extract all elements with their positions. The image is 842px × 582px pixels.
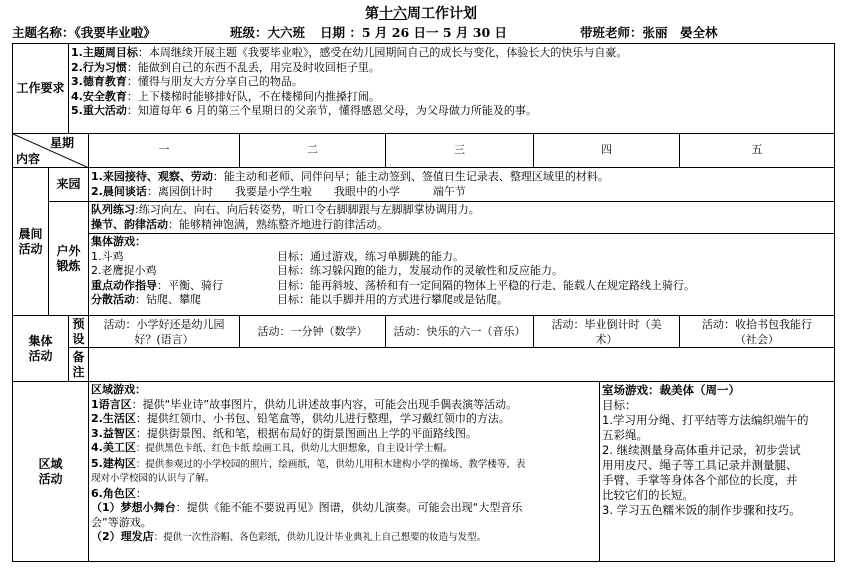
area-item: 会”等游戏。: [91, 515, 152, 529]
area-item: 2.生活区：提供红领巾、小书包、铅笔盒等，供幼儿进行整理，学习戴红领巾的方法。: [91, 412, 510, 425]
area-item: 6.角色区：: [91, 486, 147, 500]
content-label: 内容: [16, 151, 41, 166]
area-games-title: 区域游戏：: [91, 383, 147, 396]
requirement-item: 4.安全教育：上下楼梯时能够排好队，不在楼梯间内推搡打闹。: [71, 89, 380, 103]
area-item: 4.美工区：提供黑色卡纸、红色卡纸 绘画工具，供幼儿大胆想象，自主设计学士帽。: [91, 441, 453, 454]
day-friday: 五: [680, 134, 835, 168]
notes-content: [89, 348, 835, 382]
game-item: 1.斗鸡 目标：通过游戏，练习单脚跳的能力。: [91, 249, 465, 263]
requirement-item: 1.主题周目标：本周继续开展主题《我要毕业啦》，感受在幼儿园期间自己的成长与变化，体验长大的快乐与自豪。: [71, 46, 628, 59]
focus-guidance: 重点动作指导：平衡、骑行 目标：能再斜坡、荡桥和有一定间隔的物体上平稳的行走、能载人在规定路线上骑行。: [91, 278, 696, 292]
collective-activity-thu: 活动：毕业倒计时（美 术）: [534, 316, 680, 348]
collective-activity-tue: 活动：一分钟（数学）: [240, 316, 386, 348]
outdoor-exercise-label: 户外 锻炼: [49, 202, 89, 316]
requirement-item: 2.行为习惯：能做到自己的东西不乱丢，用完及时收回柜子里。: [71, 60, 380, 74]
date-range: 日期 ：5 月 26 日一 5 月 30 日: [320, 25, 507, 40]
game-item: 2.老鹰捉小鸡 目标：练习躲闪跑的能力，发展动作的灵敏性和反应能力。: [91, 264, 564, 277]
week-content-header: [13, 134, 89, 168]
class-name: 班级：大六班: [230, 25, 306, 40]
day-wednesday: 三: [386, 134, 534, 168]
arrival-label: 来园: [49, 168, 89, 202]
preset-label: 预 设: [69, 316, 89, 348]
requirement-item: 5.重大活动：知道每年 6 月的第三个星期日的父亲节，懂得感恩父母，为父母做力所能及的事。: [71, 104, 537, 117]
page-title: 第十六周工作计划: [365, 6, 477, 22]
collective-activity-label: 集体 活动: [13, 316, 69, 382]
teachers: 带班老师：张丽 晏全林: [580, 25, 718, 40]
area-item: 1语言区：提供“毕业诗”故事图片，供幼儿讲述故事内容，可能会出现手偶表演等活动。: [91, 397, 518, 411]
group-activity: 分散活动：钻爬、攀爬 目标：能以手脚并用的方式进行攀爬或是钻爬。: [91, 293, 509, 306]
morning-activity-label: 晨间 活动: [13, 168, 49, 316]
weekly-plan-table: [12, 43, 835, 562]
venue-games: 室场游戏：裁美体（周一） 目标： 1.学习用分绳、打平结等方法编织端午的 五彩绳。 2. 继续测量身高体重并记录，初步尝试 用用皮尺、绳子等工具记录并测量腿、 手臂、手掌等身体各个部位的长度，并 比较它们的长短。 3. 学习五色糯米饭的制作步骤和技巧。: [600, 382, 835, 562]
week-number: 十六: [379, 6, 407, 22]
area-item: 5.建构区：提供参观过的小学校园的照片，绘画纸，笔，供幼儿用积木建构小学的操场、教学楼等，表: [91, 456, 526, 470]
area-item: （1）梦想小舞台：提供《能不能不要说再见》图谱，供幼儿演奏。可能会出现“大型音乐: [91, 501, 523, 514]
area-item: 现对小学校园的认识与了解。: [91, 473, 215, 484]
area-item: 3.益智区：提供街景图、纸和笔，根据布局好的街景图画出上学的平面路线图。: [91, 426, 477, 440]
arrival-content: 1.来园接待、观察、劳动：能主动和老师、同伴问早；能主动签到、签值日生记录表、整理区域里的材料。 2.晨间谈话：离园倒计时 我要是小学生啦 我眼中的小学 端午节: [89, 168, 835, 202]
collective-activity-wed: 活动：快乐的六一（音乐）: [386, 316, 534, 348]
theme-name: 主题名称：《我要毕业啦》: [12, 25, 156, 40]
requirements-label: 工作要求: [13, 44, 69, 134]
area-games: [89, 382, 600, 562]
day-thursday: 四: [534, 134, 680, 168]
area-activity-label: 区域 活动: [13, 382, 89, 562]
outdoor-games: 集体游戏： 1.斗鸡 目标：通过游戏，练习单脚跳的能力。 2.老鹰捉小鸡 目标：练习躲闪跑的能力，发展动作的灵敏性和反应能力。 重点动作指导：平衡、骑行 目标：能再斜坡、荡桥和有一定间隔的物体上平稳的行走、能载人在规定路线上骑行。 分散活动：钻爬、攀爬 目标：能以手脚并用的方式进行攀爬或是钻爬。: [89, 234, 835, 316]
area-item: （2）理发店：提供一次性浴帽、各色彩纸，供幼儿设计毕业典礼上自己想要的妆造与发型。: [91, 530, 487, 543]
requirements-list: [69, 44, 835, 134]
outdoor-drills: 队列练习:练习向左、向右、向后转姿势，听口令右脚脚跟与左脚脚掌协调用力。 操节、韵律活动：能够精神饱满，熟练整齐地进行韵律活动。: [89, 202, 835, 234]
venue-games-title: 室场游戏：裁美体（周一）: [602, 383, 741, 397]
collective-activity-mon: 活动：小学好还是幼儿园 好？(语言）: [89, 316, 240, 348]
week-label: 星期: [50, 136, 75, 150]
notes-label: 备 注: [69, 348, 89, 382]
day-monday: 一: [89, 134, 240, 168]
day-tuesday: 二: [240, 134, 386, 168]
plan-info-bar: [12, 23, 832, 41]
requirement-item: 3.德育教育：懂得与朋友大方分享自己的物品。: [71, 75, 303, 88]
collective-activity-fri: 活动：收拾书包我能行 （社会）: [680, 316, 835, 348]
